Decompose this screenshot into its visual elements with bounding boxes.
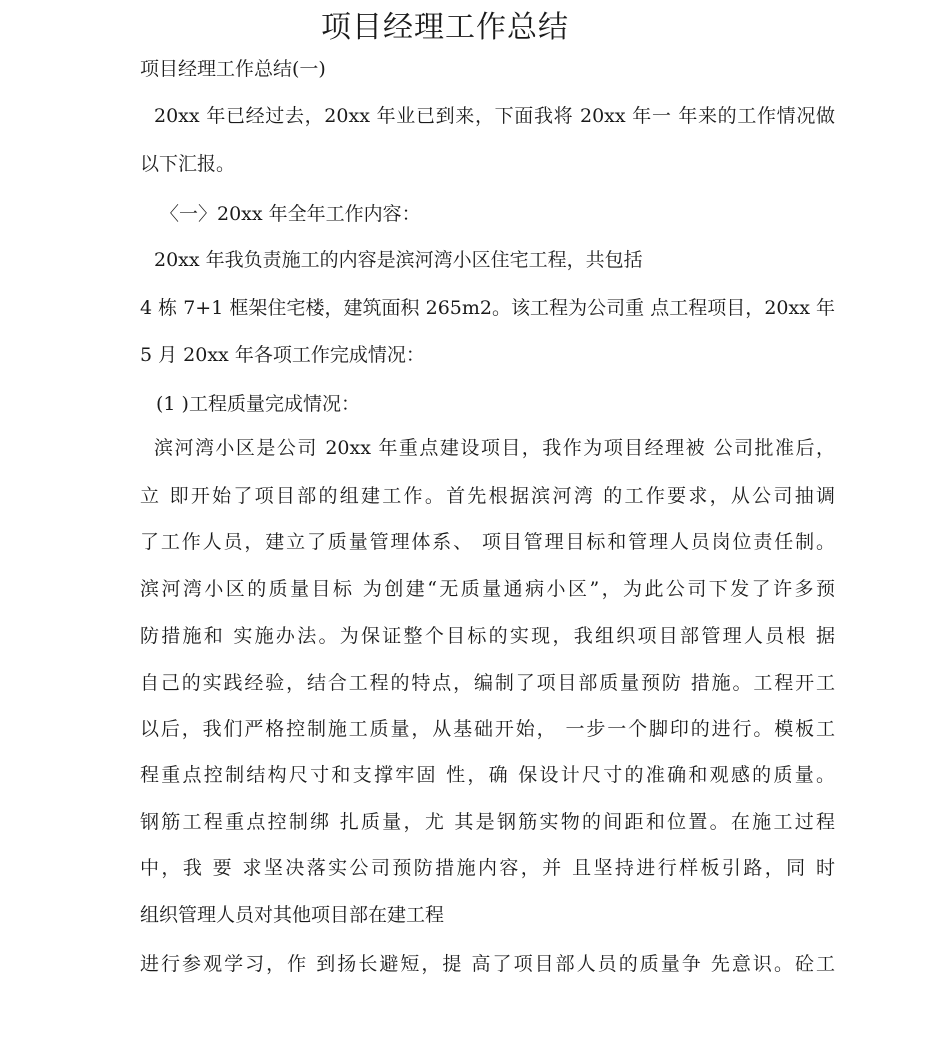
- text-line: 滨河湾小区是公司 20xx 年重点建设项目，我作为项目经理被 公司批准后，: [154, 437, 835, 459]
- document-subtitle: 项目经理工作总结(一): [140, 58, 326, 80]
- text-line: 防措施和 实施办法。为保证整个目标的实现，我组织项目部管理人员根 据: [140, 625, 835, 647]
- text-line: 滨河湾小区的质量目标 为创建“无质量通病小区”，为此公司下发了许多预: [140, 578, 835, 600]
- text-line: 4 栋 7+1 框架住宅楼，建筑面积 265m2。该工程为公司重 点工程项目，20xx 年: [140, 297, 835, 319]
- text-line: 20xx 年已经过去，20xx 年业已到来，下面我将 20xx 年一 年来的工作情况做: [154, 105, 835, 127]
- text-line: 钢筋工程重点控制绑 扎质量，尤 其是钢筋实物的间距和位置。在施工过程: [140, 811, 835, 833]
- document-title: 项目经理工作总结: [321, 10, 569, 45]
- text-line: 中，我 要 求坚决落实公司预防措施内容，并 且坚持进行样板引路，同 时: [140, 857, 835, 879]
- text-line: 进行参观学习，作 到扬长避短，提 高了项目部人员的质量争 先意识。砼工: [140, 953, 835, 975]
- section-heading: (1 )工程质量完成情况：: [156, 393, 360, 415]
- text-line: 了工作人员，建立了质量管理体系、 项目管理目标和管理人员岗位责任制。: [140, 531, 835, 553]
- text-line: 5 月 20xx 年各项工作完成情况：: [140, 344, 425, 366]
- text-line: 以后，我们严格控制施工质量，从基础开始， 一步一个脚印的进行。模板工: [140, 718, 835, 740]
- text-line: 自己的实践经验，结合工程的特点，编制了项目部质量预防 措施。工程开工: [140, 672, 835, 694]
- section-heading: 〈一〉20xx 年全年工作内容：: [160, 203, 421, 225]
- text-line: 立 即开始了项目部的组建工作。首先根据滨河湾 的工作要求，从公司抽调: [140, 485, 835, 507]
- text-line: 程重点控制结构尺寸和支撑牢固 性，确 保设计尺寸的准确和观感的质量。: [140, 764, 835, 786]
- text-line: 以下汇报。: [140, 153, 236, 175]
- text-line: 20xx 年我负责施工的内容是滨河湾小区住宅工程，共包括: [154, 249, 643, 271]
- text-line: 组织管理人员对其他项目部在建工程: [140, 904, 445, 926]
